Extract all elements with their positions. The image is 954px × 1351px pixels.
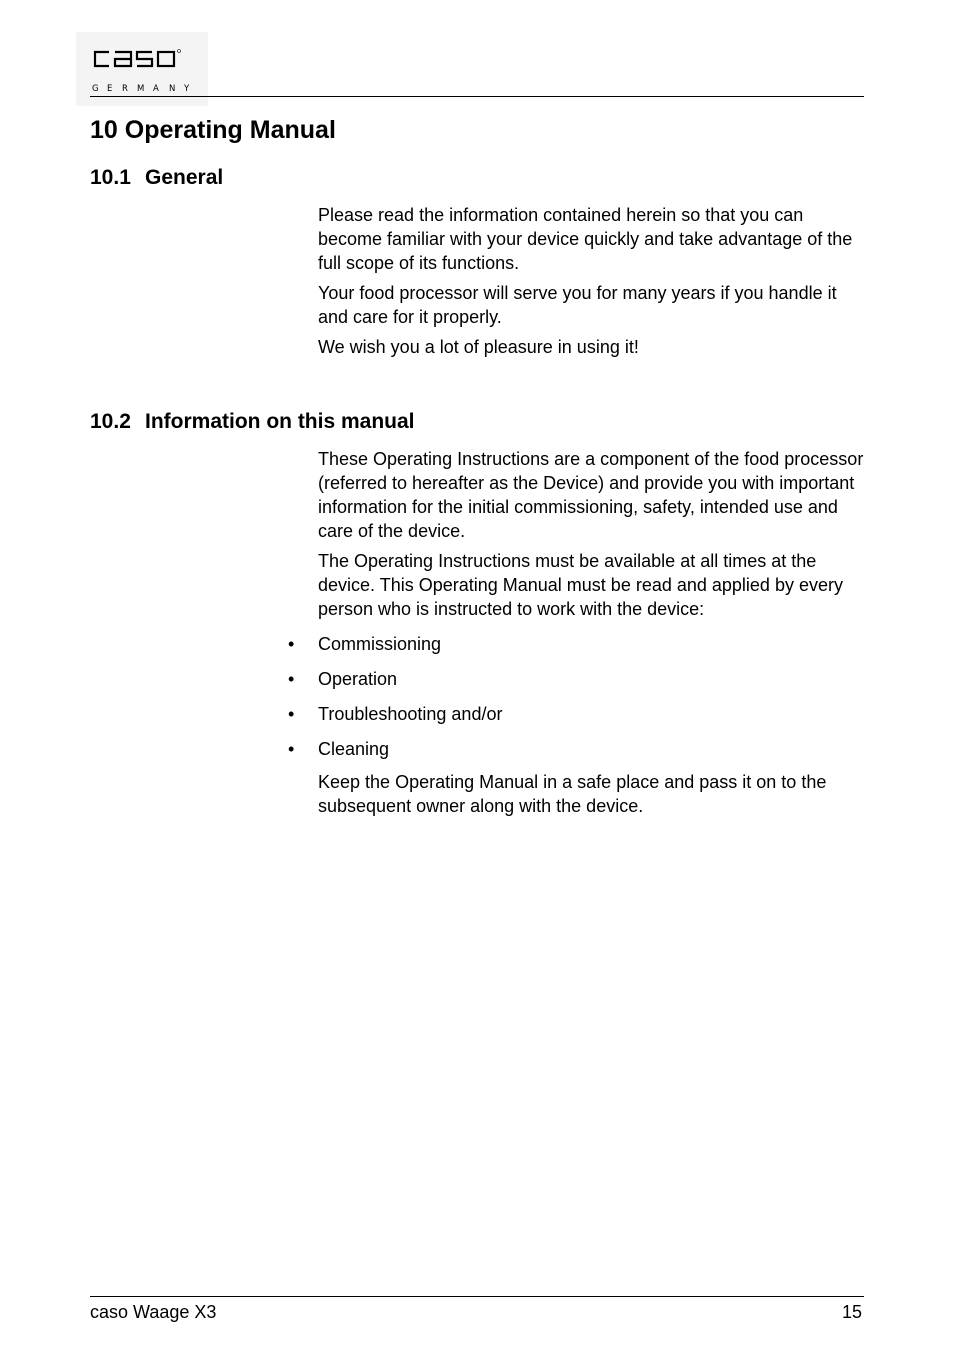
- task-list: [288, 632, 502, 772]
- bullet-icon: •: [288, 739, 295, 759]
- svg-text:M: M: [137, 84, 145, 94]
- paragraph: These Operating Instructions are a component of the food processor (referred to hereafter as the Device) and provide you with important information for the initial commissioning, safety, intended use and care of the device.: [318, 449, 864, 541]
- section-body-general: [318, 203, 866, 365]
- list-item: [288, 737, 502, 772]
- list-item: [288, 702, 502, 737]
- list-item-label: Commissioning: [318, 634, 442, 654]
- closing-note: [318, 770, 866, 824]
- paragraph: Keep the Operating Manual in a safe place and pass it on to the subsequent owner along with the device.: [318, 772, 827, 816]
- section-heading-information: [90, 409, 415, 435]
- section-title: General: [145, 166, 224, 189]
- section-heading-general: [90, 165, 223, 191]
- paragraph: The Operating Instructions must be available at all times at the device. This Operating Manual must be read and applied by every person who is instructed to work with the device:: [318, 551, 843, 619]
- list-item-label: Cleaning: [318, 739, 390, 759]
- page-number: 15: [841, 1302, 862, 1322]
- paragraph: Please read the information contained herein so that you can become familiar with your device quickly and take advantage of the full scope of its functions.: [318, 205, 853, 273]
- svg-text:G: G: [92, 84, 99, 94]
- bullet-icon: •: [288, 634, 295, 654]
- paragraph: Your food processor will serve you for many years if you handle it and care for it properly.: [318, 283, 837, 327]
- section-number: 10.1: [90, 166, 131, 189]
- svg-text:R: R: [122, 84, 128, 94]
- bullet-icon: •: [288, 704, 295, 724]
- section-number: 10.2: [90, 410, 131, 433]
- footer-divider: [90, 1296, 864, 1297]
- header-divider: [90, 96, 864, 97]
- bullet-icon: •: [288, 669, 295, 689]
- section-body-information: [318, 447, 866, 627]
- footer-product-name: caso Waage X3: [90, 1302, 217, 1322]
- list-item-label: Operation: [318, 669, 398, 689]
- list-item: [288, 632, 502, 667]
- svg-text:E: E: [107, 84, 113, 94]
- list-item: [288, 667, 502, 702]
- svg-text:Y: Y: [184, 84, 190, 94]
- chapter-title: 10 Operating Manual: [90, 116, 336, 144]
- list-item-label: Troubleshooting and/or: [318, 704, 503, 724]
- svg-text:N: N: [169, 84, 176, 94]
- section-title: Information on this manual: [145, 410, 415, 433]
- paragraph: We wish you a lot of pleasure in using it!: [318, 337, 639, 357]
- svg-text:A: A: [153, 84, 159, 94]
- caso-germany-logo: [76, 32, 208, 106]
